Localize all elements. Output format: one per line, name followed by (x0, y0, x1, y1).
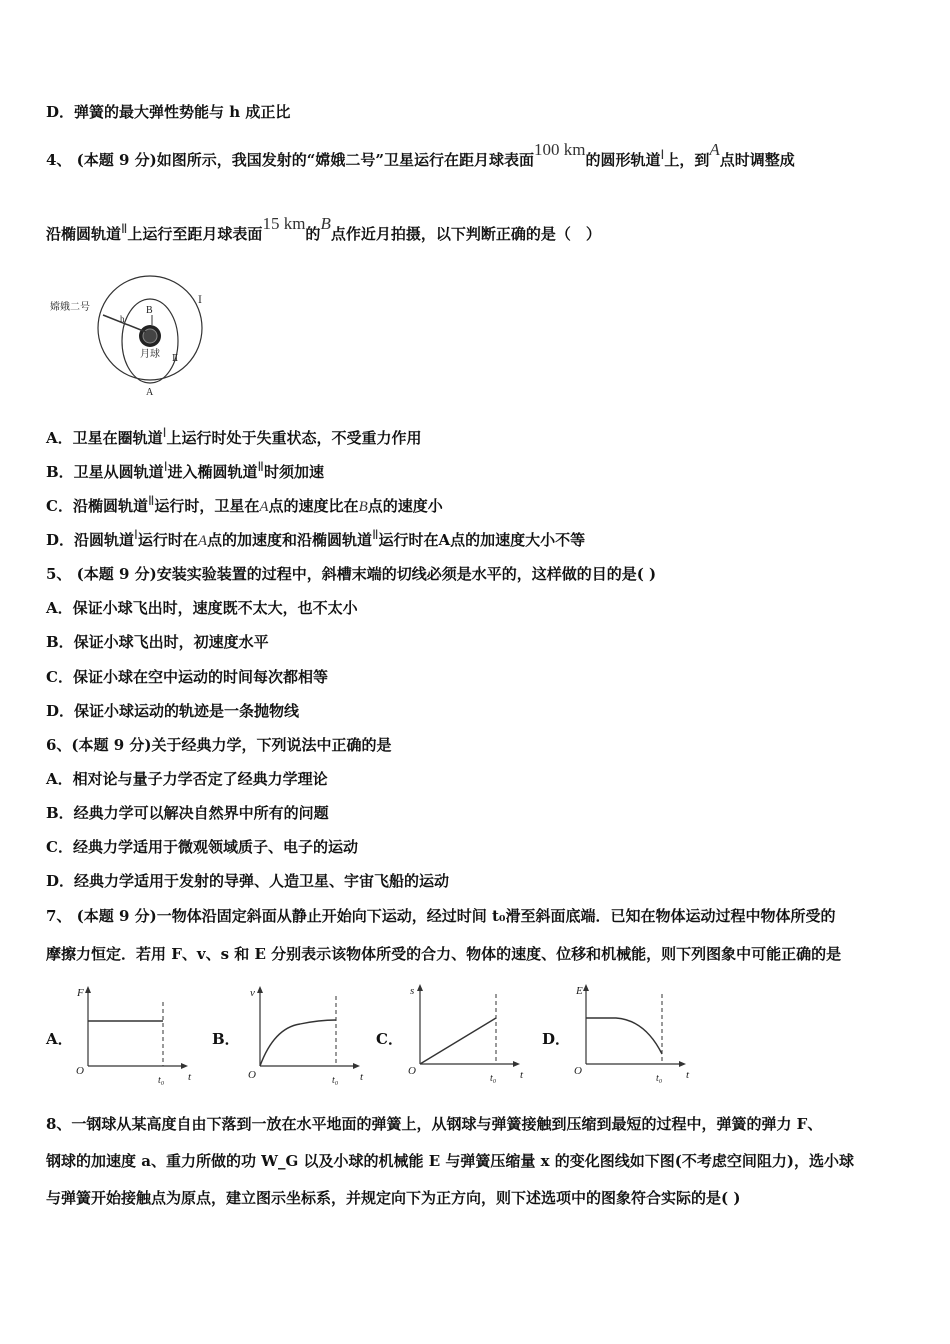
q6-option-d: D．经典力学适用于发射的导弹、人造卫星、宇宙飞船的运动 (46, 872, 450, 890)
q4-b-1: B．卫星从圆轨道 (46, 463, 164, 481)
q5-option-d: D．保证小球运动的轨迹是一条抛物线 (46, 702, 300, 720)
q4-d-2: 运行时在 (137, 531, 198, 549)
satellite-label: 嫦娥二号 (50, 302, 90, 313)
q4-c-1: C．沿椭圆轨道 (46, 497, 148, 515)
q7-stem-line2: 摩擦力恒定．若用 F、v、s 和 E 分别表示该物体所受的合力、物体的速度、位移和机械能，则下列图象中可能正确的是 (46, 945, 842, 963)
q4-option-a (46, 425, 422, 449)
graph-a-tick: t₀ (158, 1075, 165, 1086)
graph-a-ylabel: F (77, 987, 84, 999)
graph-c-xlabel: t (520, 1069, 524, 1081)
q5-option-a: A．保证小球飞出时，速度既不太大，也不太小 (46, 599, 358, 617)
q4-stem-text-d: 点时调整成 (719, 151, 795, 169)
q4-stem-text-g: 的 (305, 225, 321, 243)
fig-h-label: h (120, 314, 125, 324)
q4-c-point-b: B (358, 499, 368, 515)
q4-option-c (46, 493, 443, 517)
q5-option-b: B．保证小球飞出时，初速度水平 (46, 633, 269, 651)
q7-stem-line1: 7、 (本题 9 分)一物体沿固定斜面从静止开始向下运动，经过时间 t₀滑至斜面底端．已知在物体运动过程中物体所受的 (46, 907, 836, 925)
q4-d-6: 点的加速度大小不等 (450, 531, 586, 549)
fig-orbit-ii: Ⅱ (172, 353, 179, 363)
graph-a-xlabel: t (188, 1071, 192, 1083)
q6-option-b: B．经典力学可以解决自然界中所有的问题 (46, 804, 329, 822)
q4-c-3: 点的速度比在 (268, 497, 359, 515)
q7-graph-d (570, 980, 695, 1085)
q7-graph-b (244, 982, 369, 1087)
graph-d-xlabel: t (686, 1069, 690, 1081)
q4-stem-text-b: 的圆形轨道 (585, 151, 661, 169)
q4-a-orbit: Ⅰ (162, 425, 167, 440)
q4-c-2: 运行时，卫星在 (154, 497, 260, 515)
q7-graph-a (72, 982, 197, 1087)
q5-option-c: C．保证小球在空中运动的时间每次都相等 (46, 668, 328, 686)
graph-c-curve (420, 1018, 496, 1064)
satellite-pointer (103, 315, 146, 332)
graph-a-origin: O (76, 1065, 84, 1077)
q6-option-c: C．经典力学适用于微观领域质子、电子的运动 (46, 838, 358, 856)
q4-orbit-ii-label: Ⅱ (121, 221, 128, 236)
graph-c-origin: O (408, 1065, 416, 1077)
q7-graph-c-letter: C． (376, 1030, 403, 1048)
q4-a-1: A．卫星在圈轨道 (46, 429, 163, 447)
graph-b-curve (260, 1020, 336, 1066)
q4-orbit-figure (48, 275, 218, 400)
q4-d-4: 运行时在 (378, 531, 439, 549)
q4-c-point-a: A (259, 499, 269, 515)
graph-d-ylabel: E (576, 985, 583, 997)
fig-point-a: A (146, 387, 154, 398)
q7-graph-c (404, 980, 529, 1085)
q4-stem-text-h: 点作近月拍摄，以下判断正确的是（ ） (330, 225, 601, 243)
q4-point-a: A (709, 140, 720, 159)
q4-point-b: B (320, 214, 331, 233)
q4-stem-text-a: 4、 (本题 9 分)如图所示，我国发射的“嫦娥二号”卫星运行在距月球表面 (46, 151, 534, 169)
graph-d-curve (586, 1018, 662, 1054)
fig-point-b: B (146, 305, 153, 316)
q7-graph-d-letter: D． (542, 1030, 571, 1048)
q4-d-5: A (438, 531, 451, 549)
graph-b-origin: O (248, 1069, 256, 1081)
q3-option-d: D．弹簧的最大弹性势能与 h 成正比 (46, 103, 291, 121)
q4-d-point-a: A (197, 533, 208, 549)
q4-option-b (46, 459, 324, 483)
q6-option-a: A．相对论与量子力学否定了经典力学理论 (46, 770, 328, 788)
graph-b-ylabel: v (250, 987, 255, 999)
q4-c-orbit-ii: Ⅱ (147, 493, 155, 508)
fig-orbit-i: Ⅰ (198, 295, 202, 306)
q4-b-2: 进入椭圆轨道 (167, 463, 258, 481)
q5-stem: 5、 (本题 9 分)安装实验装置的过程中，斜槽末端的切线必须是水平的，这样做的目的是( ) (46, 565, 657, 583)
q4-distance-100km: 100 km (534, 140, 586, 159)
q4-orbit-i-label: Ⅰ (660, 147, 665, 162)
q4-stem-text-e: 沿椭圆轨道 (46, 225, 122, 243)
q4-a-2: 上运行时处于失重状态，不受重力作用 (166, 429, 422, 447)
q4-option-d (46, 527, 586, 551)
q4-d-orbit-ii: Ⅱ (372, 527, 379, 542)
graph-b-tick: t₀ (332, 1075, 339, 1086)
q4-d-3: 点的加速度和沿椭圆轨道 (207, 531, 373, 549)
q4-stem-text-f: 上运行至距月球表面 (127, 225, 263, 243)
q4-stem-line1 (46, 140, 795, 171)
q4-b-3: 时须加速 (263, 463, 324, 481)
graph-d-origin: O (574, 1065, 582, 1077)
q6-stem: 6、(本题 9 分)关于经典力学，下列说法中正确的是 (46, 736, 392, 754)
graph-b-xlabel: t (360, 1071, 364, 1083)
q8-stem-line3: 与弹簧开始接触点为原点，建立图示坐标系，并规定向下为正方向，则下述选项中的图象符合实际的是( ) (46, 1189, 741, 1207)
graph-c-tick: t₀ (490, 1073, 497, 1084)
q4-stem-text-c: 上，到 (664, 151, 710, 169)
q8-stem-line1: 8、一钢球从某高度自由下落到一放在水平地面的弹簧上，从钢球与弹簧接触到压缩到最短的过程中，弹簧的弹力 F、 (46, 1115, 823, 1133)
moon-label: 月球 (140, 349, 160, 360)
q4-d-orbit-i: Ⅰ (134, 527, 138, 542)
q7-graph-b-letter: B． (212, 1030, 240, 1048)
q7-graph-a-letter: A． (46, 1030, 73, 1048)
q4-b-orbit-ii: Ⅱ (257, 459, 264, 474)
graph-c-ylabel: s (410, 985, 415, 997)
q4-d-1: D．沿圆轨道 (46, 531, 135, 549)
q4-c-4: 点的速度小 (367, 497, 443, 515)
q8-stem-line2: 钢球的加速度 a、重力所做的功 W_G 以及小球的机械能 E 与弹簧压缩量 x 的变化图线如下图(不考虑空间阻力)，选小球 (46, 1152, 855, 1170)
q4-b-orbit-i: Ⅰ (163, 459, 168, 474)
graph-d-tick: t₀ (656, 1073, 663, 1084)
q4-distance-15km: 15 km (262, 214, 306, 233)
q4-stem-line2 (46, 214, 601, 245)
